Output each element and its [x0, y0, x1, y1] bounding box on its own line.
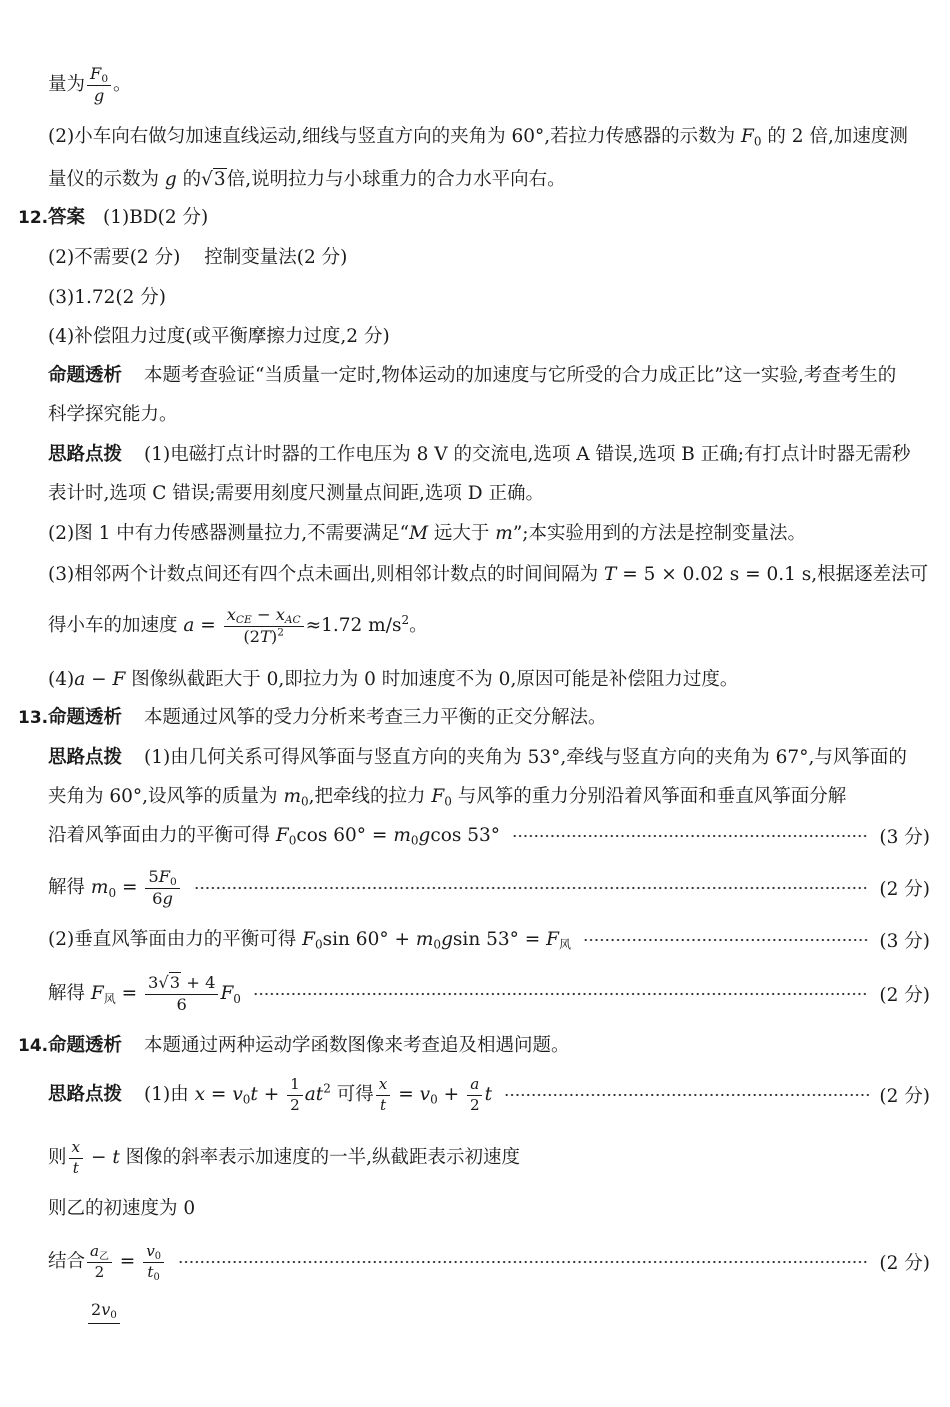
math-var: x [378, 1075, 388, 1094]
score-label: (2 分) [879, 1253, 930, 1274]
math-var: g [162, 888, 173, 908]
text-run: cos 53° [430, 825, 501, 846]
math-var: m [415, 929, 434, 950]
dot-leader [504, 1093, 869, 1097]
square-root [158, 972, 181, 992]
text-run: (2 [243, 626, 261, 646]
text-run: − [251, 604, 276, 624]
subscript: 0 [444, 794, 452, 809]
subscript: 0 [153, 1271, 160, 1283]
equation [48, 1076, 492, 1114]
fraction-denominator: 2 [290, 1095, 300, 1114]
fraction [467, 1076, 483, 1114]
math-var: F [220, 983, 234, 1004]
math-var: v [146, 1242, 155, 1261]
q13-hint-line-1 [48, 743, 907, 773]
math-var: F [275, 825, 289, 846]
math-var: v [101, 1300, 111, 1319]
equation [48, 821, 500, 851]
dot-leader [178, 1260, 869, 1264]
math-var: g [93, 85, 105, 105]
answer-label: 答案 [48, 207, 86, 228]
analysis-label: 命题透析 [48, 365, 123, 386]
text-run: 2 [91, 1300, 102, 1319]
q12-hint-line-5 [48, 601, 428, 651]
math-var: F [741, 126, 754, 147]
q14-hint-line-3 [48, 1194, 195, 1224]
math-var: a [470, 1075, 480, 1094]
subscript: 0 [433, 937, 442, 952]
math-var: a [90, 1242, 100, 1261]
subscript: 0 [753, 134, 762, 149]
fraction-numerator [88, 1298, 120, 1324]
text-run: 。 [113, 74, 132, 95]
fraction-denominator [149, 889, 176, 909]
q11-line-2 [48, 122, 908, 152]
subscript: 0 [110, 1309, 117, 1322]
math-var: x [275, 604, 285, 624]
math-var: g [418, 825, 431, 846]
math-var: t [72, 1158, 79, 1177]
math-var: F [158, 866, 171, 886]
subscript: 0 [242, 1092, 251, 1107]
q12-analysis-line-2 [48, 400, 178, 430]
math-var: at [304, 1084, 324, 1105]
text-run: = [194, 615, 222, 636]
analysis-label: 命题透析 [48, 1035, 123, 1056]
text-run: 可得 [330, 1084, 374, 1105]
q14-analysis-line [48, 1031, 570, 1061]
fraction-denominator [144, 1263, 162, 1281]
text-run: 沿着风筝面由力的平衡可得 [48, 825, 276, 846]
text-run: ) [270, 626, 278, 646]
text-run: 则 [48, 1147, 67, 1168]
math-var: t [250, 1084, 258, 1105]
dot-leader [194, 886, 870, 890]
text-run: = 5 × 0.02 s = 0.1 s,根据逐差法可 [616, 564, 929, 585]
radical-sign: √ [158, 972, 169, 992]
fraction [287, 1076, 303, 1114]
math-var: F [546, 929, 560, 950]
q12-hint-line-1 [48, 440, 910, 470]
hint-label: 思路点拨 [48, 444, 123, 465]
answer-text: (2)不需要(2 分) [48, 247, 181, 268]
text-run: (2)垂直风筝面由力的平衡可得 [48, 929, 303, 950]
subscript: AC [284, 613, 301, 626]
square-root [201, 168, 227, 190]
text-run: 倍,说明拉力与小球重力的合力水平向右。 [226, 169, 566, 190]
q12-answer-line-2 [48, 243, 347, 273]
math-var: m [283, 786, 301, 807]
math-var: T [260, 626, 271, 646]
math-var: g [441, 929, 453, 950]
math-var: T [603, 564, 617, 585]
fraction-numerator [69, 1139, 84, 1158]
fraction-denominator [174, 995, 190, 1015]
fraction [376, 1076, 391, 1114]
math-var: F [302, 929, 315, 950]
text-run: 的 2 倍,加速度测 [761, 126, 908, 147]
q13-equation-line-3 [48, 915, 930, 965]
text-run: = [392, 1084, 420, 1105]
fraction-numerator [467, 1076, 482, 1095]
text-run: 3 [148, 972, 159, 992]
math-var: t [147, 1262, 154, 1281]
fraction [145, 974, 218, 1014]
math-var: m [495, 523, 513, 544]
text-run: 结合 [48, 1251, 86, 1272]
score-label: (3 分) [879, 931, 930, 952]
math-var: F [90, 983, 104, 1004]
subscript: 风 [103, 991, 116, 1006]
math-var: a [183, 615, 195, 636]
text-run: + [257, 1084, 286, 1105]
text-run: − [85, 669, 113, 690]
answer-text: 控制变量法(2 分) [204, 247, 348, 268]
fraction [87, 65, 111, 105]
q13-equation-line-2 [48, 863, 930, 913]
text-run: 5 [148, 866, 159, 886]
dot-leader [253, 992, 869, 996]
question-number: 14. [18, 1036, 49, 1056]
text-run: sin 60° + [322, 929, 416, 950]
q12-analysis-line-1 [48, 361, 896, 391]
fraction-denominator [70, 1159, 82, 1177]
fraction-numerator [376, 1076, 391, 1095]
text-run: 量仪的示数为 [48, 169, 165, 190]
fraction-numerator [145, 974, 218, 995]
subscript: 0 [170, 875, 177, 888]
fraction-denominator [240, 627, 287, 647]
fraction [87, 1243, 112, 1281]
equation [48, 974, 241, 1014]
score-label: (2 分) [879, 985, 930, 1006]
text-run: 远大于 [428, 523, 496, 544]
math-var: m [90, 877, 109, 898]
subscript: 0 [108, 885, 117, 900]
math-var: t [112, 1147, 120, 1168]
q13-equation-line-1 [48, 811, 930, 861]
q13-equation-line-4 [48, 969, 930, 1019]
q11-line-3 [48, 165, 566, 195]
math-var: v [419, 1084, 431, 1105]
text-run: = [205, 1084, 233, 1105]
math-var: F [112, 669, 126, 690]
text-run: 。 [409, 615, 428, 636]
answer-text: (3)1.72(2 分) [48, 287, 166, 308]
text-run: ≈1.72 m/s [305, 615, 402, 636]
math-var: M [409, 523, 429, 544]
text-run: (2)小车向右做匀加速直线运动,细线与竖直方向的夹角为 60°,若拉力传感器的示数为 [48, 126, 742, 147]
radicand: 3 [169, 972, 181, 992]
fraction-numerator: 1 [287, 1076, 303, 1095]
q12-hint-line-2 [48, 479, 544, 509]
subscript: 0 [288, 833, 297, 848]
q12-answer-line-4 [48, 322, 390, 352]
equation [48, 925, 571, 955]
text-run: 夹角为 60°,设风筝的质量为 [48, 786, 284, 807]
math-var: F [431, 786, 445, 807]
subscript: 0 [410, 833, 419, 848]
superscript: 2 [323, 1081, 331, 1096]
fraction [145, 868, 179, 908]
q13-analysis-line [48, 703, 607, 733]
fraction-denominator [377, 1096, 389, 1114]
subscript: 0 [314, 937, 323, 952]
text-run: = [113, 1251, 142, 1272]
text-run: 量为 [48, 74, 86, 95]
math-var: x [194, 1084, 206, 1105]
equation [48, 1243, 166, 1281]
math-var: g [164, 169, 177, 190]
subscript: 0 [233, 991, 241, 1006]
subscript: CE [235, 613, 252, 626]
text-run: = [116, 877, 144, 898]
text-run: cos 60° = [296, 825, 394, 846]
hint-text: 表计时,选项 C 错误;需要用刻度尺测量点间距,选项 D 正确。 [48, 483, 545, 504]
answer-text: (4)补偿阻力过度(或平衡摩擦力过度,2 分) [48, 326, 390, 347]
subscript: 乙 [99, 1251, 109, 1263]
score-label: (2 分) [879, 879, 930, 900]
analysis-text: 本题考查验证“当质量一定时,物体运动的加速度与它所受的合力成正比”这一实验,考查考生的 [144, 365, 897, 386]
fraction [143, 1243, 164, 1281]
subscript: 风 [559, 937, 572, 952]
hint-label: 思路点拨 [48, 1084, 123, 1105]
hint-label: 思路点拨 [48, 747, 123, 768]
q14-hint-line-2 [48, 1133, 520, 1183]
q11-line-1 [48, 60, 132, 110]
score-label: (3 分) [879, 827, 930, 848]
dot-leader [512, 834, 869, 838]
equation [48, 868, 182, 908]
text-run: ,把牵线的拉力 [308, 786, 432, 807]
text-run: sin 53° = [452, 929, 547, 950]
analysis-label: 命题透析 [48, 707, 123, 728]
fraction-numerator [224, 606, 304, 627]
fraction-denominator: 2 [94, 1262, 105, 1281]
math-var: x [71, 1138, 81, 1157]
fraction-numerator [145, 868, 179, 889]
text-run: (4) [48, 669, 75, 690]
question-number: 13. [18, 708, 49, 728]
score-label: (2 分) [879, 1086, 930, 1107]
fraction [224, 606, 304, 646]
text-run: 的 [176, 169, 202, 190]
q14-partial-fraction [88, 1298, 120, 1324]
text-run: (3)相邻两个计数点间还有四个点未画出,则相邻计数点的时间间隔为 [48, 564, 604, 585]
math-var: F [90, 63, 102, 83]
math-var: t [484, 1084, 493, 1105]
superscript: 2 [277, 626, 284, 639]
fraction-denominator: 2 [470, 1095, 480, 1114]
text-run: 6 [152, 888, 163, 908]
analysis-text: 本题通过两种运动学函数图像来考查追及相遇问题。 [144, 1035, 570, 1056]
text-run: (2)图 1 中有力传感器测量拉力,不需要满足“ [48, 523, 410, 544]
math-var: v [232, 1084, 243, 1105]
fraction-numerator [87, 1243, 112, 1262]
dot-leader [583, 938, 869, 942]
subscript: 0 [430, 1092, 438, 1107]
q12-hint-line-6 [48, 665, 738, 695]
text-run: + [437, 1084, 465, 1105]
math-var: x [226, 604, 236, 624]
question-number: 12. [18, 208, 49, 228]
math-var: m [393, 825, 411, 846]
answer-text: (1)BD(2 分) [103, 207, 209, 228]
analysis-text: 本题通过风筝的受力分析来考查三力平衡的正交分解法。 [144, 707, 607, 728]
hint-text: (1)电磁打点计时器的工作电压为 8 V 的交流电,选项 A 错误,选项 B 正确;有打点计时器无需秒 [144, 444, 911, 465]
text-run: 解得 [48, 877, 91, 898]
hint-text: (1)由几何关系可得风筝面与竖直方向的夹角为 53°,牵线与竖直方向的夹角为 67°,与风筝面的 [144, 747, 907, 768]
analysis-text: 科学探究能力。 [48, 404, 178, 425]
math-var: t [380, 1095, 387, 1114]
radical-sign: √ [201, 169, 213, 190]
subscript: 0 [154, 1251, 162, 1263]
text-run: = [115, 983, 144, 1004]
hint-text: 则乙的初速度为 0 [48, 1198, 196, 1219]
text-run: (1)由 [144, 1084, 195, 1105]
text-run: 解得 [48, 983, 91, 1004]
q12-hint-line-3 [48, 519, 806, 549]
fraction-numerator [87, 65, 111, 86]
text-run: 图像纵截距大于 0,即拉力为 0 时加速度不为 0,原因可能是补偿阻力过度。 [125, 669, 739, 690]
fraction-numerator [143, 1243, 164, 1262]
text-run: 6 [176, 994, 187, 1014]
subscript: 0 [101, 72, 109, 85]
math-var: a [74, 669, 86, 690]
q12-answer-line-1 [48, 203, 208, 233]
text-run: + 4 [181, 972, 216, 992]
radicand: 3 [213, 169, 226, 190]
text-run: 得小车的加速度 [48, 615, 184, 636]
text-run: 图像的斜率表示加速度的一半,纵截距表示初速度 [119, 1147, 521, 1168]
fraction [69, 1139, 84, 1177]
text-run: 与风筝的重力分别沿着风筝面和垂直风筝面分解 [451, 786, 847, 807]
text-run: ”;本实验用到的方法是控制变量法。 [512, 523, 807, 544]
text-run: − [85, 1147, 113, 1168]
superscript: 2 [401, 612, 410, 627]
q14-hint-line-4 [48, 1237, 930, 1287]
subscript: 0 [300, 794, 309, 809]
fraction-denominator [91, 86, 107, 106]
q14-hint-line-1 [48, 1070, 930, 1120]
q12-hint-line-4 [48, 560, 928, 590]
q12-answer-line-3 [48, 283, 166, 313]
q13-hint-line-2 [48, 782, 846, 812]
